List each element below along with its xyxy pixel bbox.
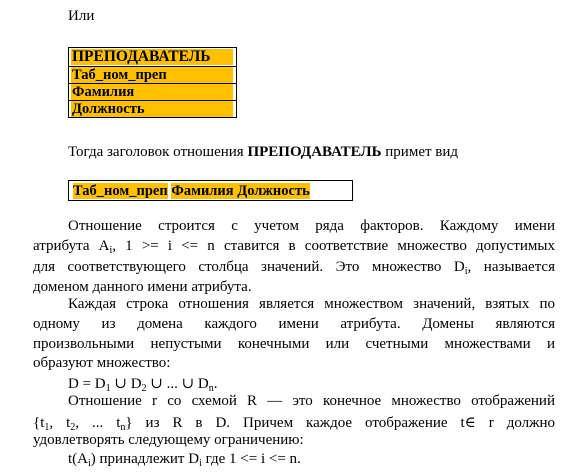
domain-formula: $D = D_1$ ∪ $D_2$ ∪ ... ∪ $D_n$.	[68, 376, 218, 394]
entity-attribute: Должность	[71, 101, 233, 117]
or-text: Или	[68, 8, 95, 24]
para2-line3: произвольными непустыми конечными или счетными множествами и	[33, 336, 555, 352]
para3-line1: Отношение r со схемой R — это конечное множество отображений	[68, 393, 555, 409]
entity-title-row	[69, 48, 236, 66]
heading-sentence-text: Тогда заголовок отношения	[68, 144, 248, 160]
entity-attribute-row	[69, 100, 236, 117]
entity-attribute-row	[69, 66, 236, 83]
heading-sentence-bold: ПРЕПОДАВАТЕЛЬ	[247, 144, 382, 160]
heading-sentence-text-end: примет вид	[381, 144, 459, 160]
relation-header-col1: Таб_ном_преп	[73, 182, 168, 199]
entity-table	[68, 47, 237, 118]
entity-attribute: Фамилия	[71, 84, 233, 100]
entity-attribute: Таб_ном_преп	[71, 67, 233, 83]
para2-line1: Каждая строка отношения является множеством значений, взятых по	[68, 296, 555, 312]
para2-line4: образуют множество:	[33, 355, 171, 371]
para2-line2: одному из домена каждого имени атрибута. Домены являются	[33, 316, 555, 332]
relation-header-box	[68, 180, 353, 201]
heading-sentence	[68, 144, 458, 161]
relation-header-col2: Фамилия Должность	[171, 182, 310, 199]
para1-line2: атрибута $A_i$, 1 >= i <= n ставится в соответствие множество допустимых	[33, 238, 555, 256]
para1-line3: для соответствующего столбца значений. Это множество $D_i$, называется	[33, 259, 555, 277]
para1-line1: Отношение строится с учетом ряда факторов. Каждому имени	[68, 218, 555, 234]
entity-attribute-row	[69, 83, 236, 100]
entity-title: ПРЕПОДАВАТЕЛЬ	[71, 49, 233, 65]
constraint-line: $t(A_i)$ принадлежит $D_i$ где 1 <= i <= n.	[68, 451, 301, 469]
para1-line4: доменом данного имени атрибута.	[33, 279, 252, 295]
para3-line2: {$t_1$, $t_2$, ... $t_n$} из R в D. Причем каждое отображение t∈ r должно	[33, 415, 556, 433]
para3-line3: удовлетворять следующему ограничению:	[33, 432, 304, 448]
